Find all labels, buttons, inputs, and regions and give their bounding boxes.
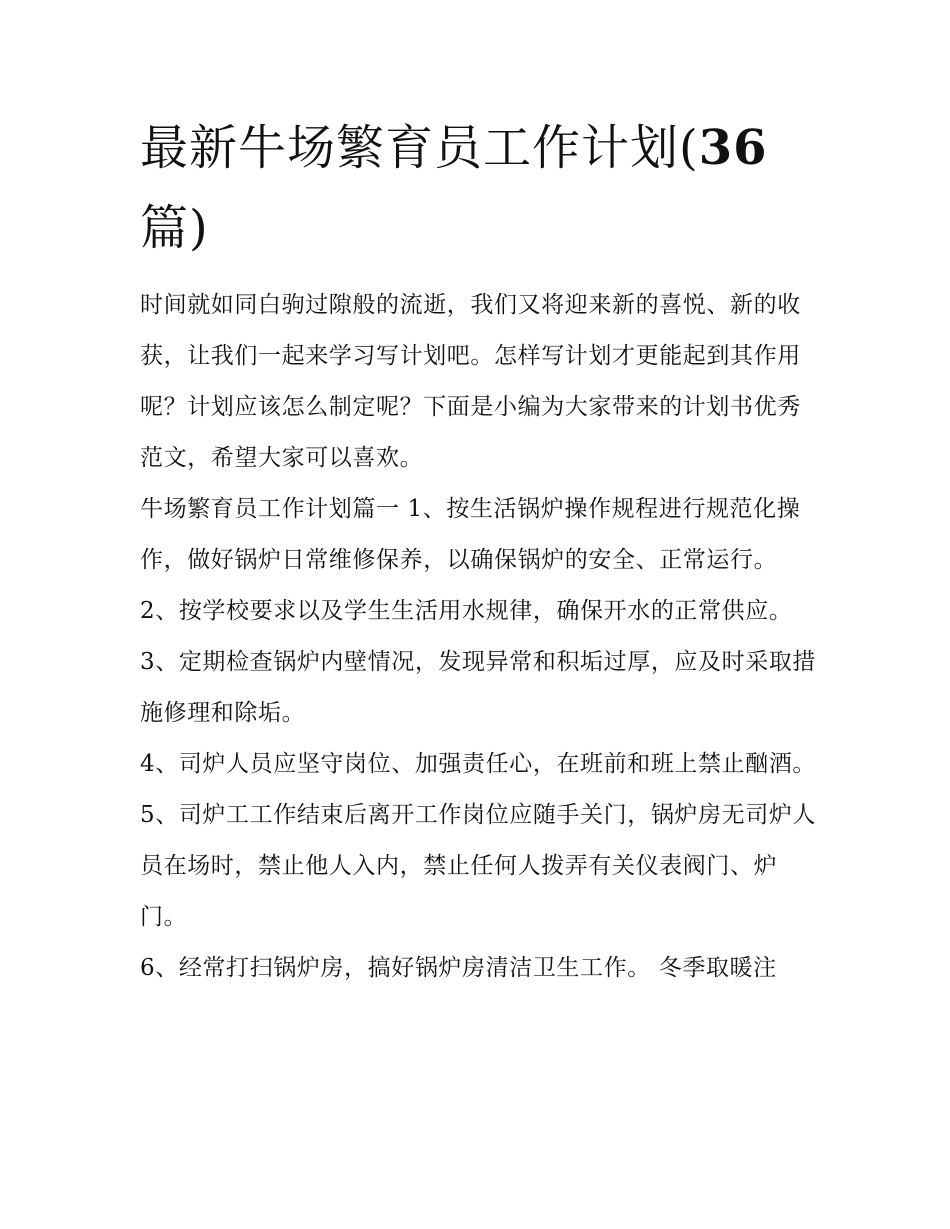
- document-title: [140, 108, 820, 268]
- title-end: 篇): [140, 200, 209, 256]
- title-main: 最新牛场繁育员工作计划(: [140, 120, 699, 176]
- list-paragraph: 5、司炉工工作结束后离开工作岗位应随手关门，锅炉房无司炉人员在场时，禁止他人入内，禁止任何人拨弄有关仪表阀门、炉门。: [140, 802, 817, 930]
- list-paragraph: 4、司炉人员应坚守岗位、加强责任心，在班前和班上禁止酗酒。: [140, 751, 817, 777]
- section-paragraph: 牛场繁育员工作计划篇一 1、按生活锅炉操作规程进行规范化操作，做好锅炉日常维修保养，以确保锅炉的安全、正常运行。: [140, 496, 801, 573]
- list-paragraph: 6、经常打扫锅炉房，搞好锅炉房清洁卫生工作。 冬季取暖注: [140, 955, 777, 981]
- document-body: [140, 280, 820, 994]
- intro-paragraph: 时间就如同白驹过隙般的流逝，我们又将迎来新的喜悦、新的收获，让我们一起来学习写计划吧。怎样写计划才更能起到其作用呢？计划应该怎么制定呢？下面是小编为大家带来的计划书优秀范文，希望大家可以喜欢。: [140, 292, 801, 471]
- title-number: 36: [698, 120, 768, 176]
- list-paragraph: 2、按学校要求以及学生生活用水规律，确保开水的正常供应。 3、定期检查锅炉内壁情况，发现异常和积垢过厚，应及时采取措施修理和除垢。: [140, 598, 817, 726]
